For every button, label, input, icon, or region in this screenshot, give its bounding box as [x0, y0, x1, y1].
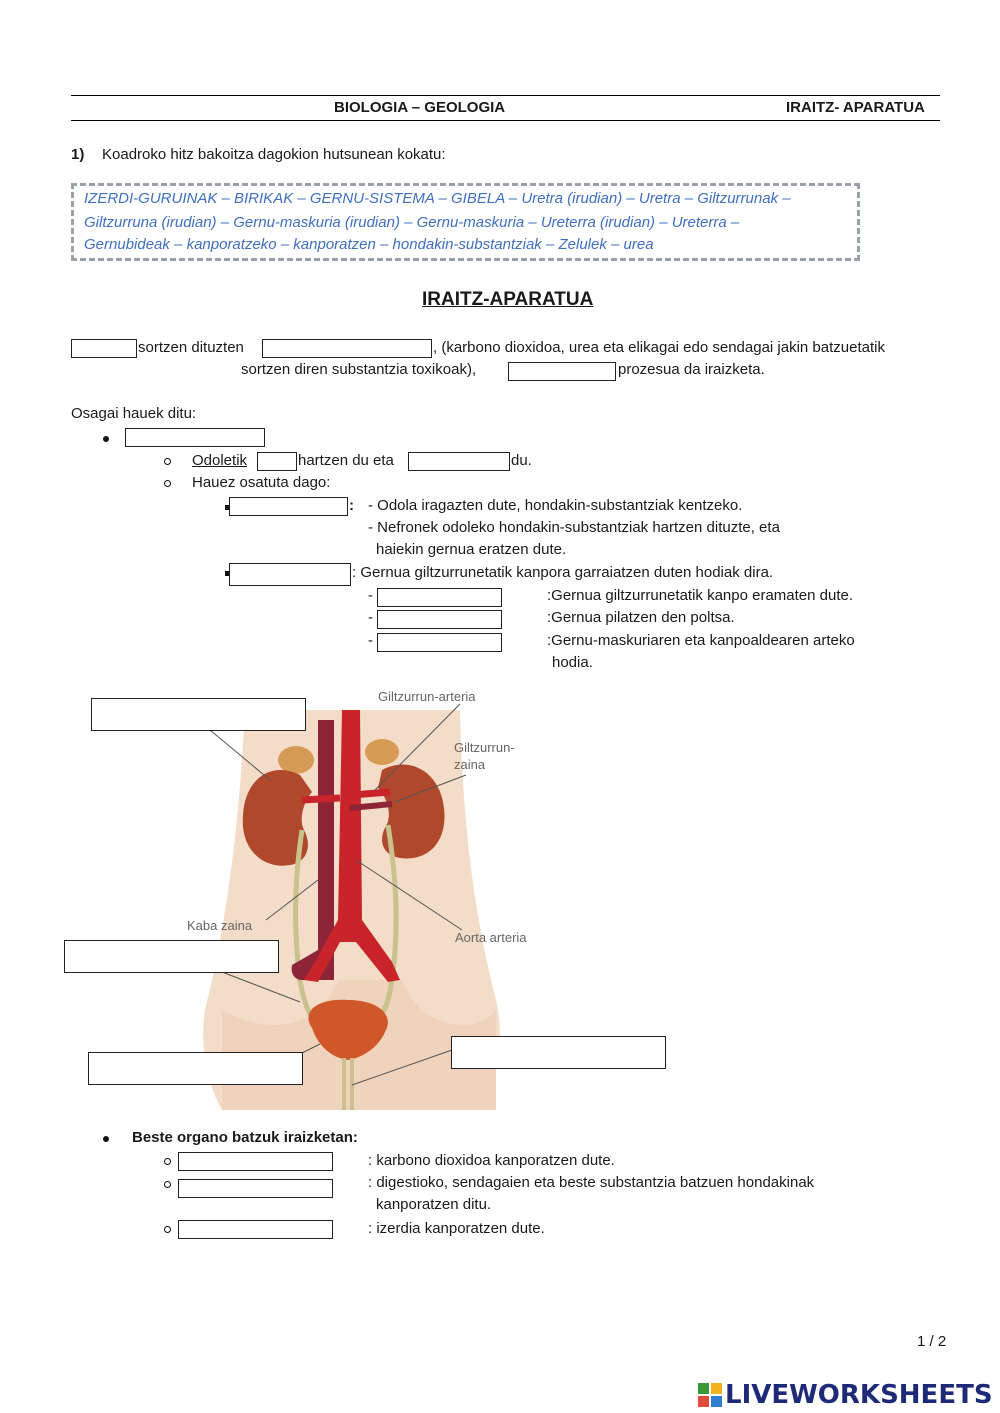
blank-ureter[interactable]: [377, 588, 502, 607]
other-item-1: : karbono dioxidoa kanporatzen dute.: [368, 1152, 615, 1169]
sub1-text-c: du.: [511, 452, 532, 469]
other-item-2-line-1: : digestioko, sendagaien eta beste substantzia batzuen hondakinak: [368, 1174, 815, 1191]
blank-urinary-ducts[interactable]: [229, 563, 351, 586]
other-item-3: : izerdia kanporatzen dute.: [368, 1220, 545, 1237]
figure-box-kidney[interactable]: [91, 698, 306, 731]
word-bank-line-1: IZERDI-GURUINAK – BIRIKAK – GERNU-SISTEMA – GIBELA – Uretra (irudian) – Uretra – Giltzurrunak –: [84, 190, 791, 207]
circle-bullet: [164, 1226, 171, 1233]
exercise-number: 1): [71, 146, 85, 163]
blank-kidneys[interactable]: [229, 497, 348, 516]
label-renal-vein-2: zaina: [454, 757, 486, 772]
figure-box-bladder[interactable]: [88, 1052, 303, 1085]
header-top-rule: [71, 95, 940, 96]
blank-intro-1[interactable]: [71, 339, 137, 358]
page-number: 1 / 2: [917, 1333, 947, 1350]
intro-text-1: sortzen dituzten: [138, 339, 244, 356]
renal-vessels-right: [352, 792, 390, 795]
liveworksheets-logo-icon: [698, 1383, 722, 1407]
ducts-desc: : Gernua giltzurrunetatik kanpora garraiatzen duten hodiak dira.: [352, 564, 774, 581]
blank-bladder[interactable]: [377, 610, 502, 629]
blank-urethra[interactable]: [377, 633, 502, 652]
other-item-2-line-2: kanporatzen ditu.: [376, 1196, 492, 1213]
duct1-desc: :Gernua giltzurrunetatik kanpo eramaten dute.: [547, 587, 854, 604]
circle-bullet: [164, 458, 171, 465]
liveworksheets-logo: [698, 1380, 993, 1410]
sub1-text-a: Odoletik: [192, 452, 248, 469]
components-heading: Osagai hauek ditu:: [71, 405, 197, 422]
word-bank-line-2: Giltzurruna (irudian) – Gernu-maskuria (irudian) – Gernu-maskuria – Ureterra (irudian) – Ureterra –: [84, 214, 740, 231]
kidney-colon: :: [349, 497, 354, 514]
sub2-text: Hauez osatuta dago:: [192, 474, 331, 491]
duct2-desc: :Gernua pilatzen den poltsa.: [547, 609, 735, 626]
renal-vessels-left: [302, 798, 340, 800]
circle-bullet: [164, 480, 171, 487]
blank-sub1-1[interactable]: [257, 452, 297, 471]
blank-system[interactable]: [125, 428, 265, 447]
other-organs-heading: Beste organo batzuk iraizketan:: [132, 1129, 358, 1146]
kidney-desc-1: - Odola iragazten dute, hondakin-substantziak kentzeko.: [368, 497, 743, 514]
adrenal-gland-left: [278, 746, 314, 774]
liveworksheets-wordmark: LIVEWORKSHEETS: [725, 1380, 993, 1410]
dash: -: [368, 609, 373, 626]
blank-intro-2[interactable]: [262, 339, 432, 358]
label-renal-artery: Giltzurrun-arteria: [378, 689, 476, 704]
header-subject: BIOLOGIA – GEOLOGIA: [334, 99, 506, 116]
intro-text-4: prozesua da iraizketa.: [618, 361, 765, 378]
dash: -: [368, 587, 373, 604]
blank-sub1-2[interactable]: [408, 452, 510, 471]
circle-bullet: [164, 1181, 171, 1188]
bullet: [103, 436, 109, 442]
figure-box-ureter[interactable]: [64, 940, 279, 973]
bullet: [103, 1136, 109, 1142]
label-aorta: Aorta arteria: [455, 930, 527, 945]
page-title: IRAITZ-APARATUA: [422, 289, 594, 310]
renal-vein-right: [350, 804, 392, 808]
header-bottom-rule: [71, 120, 940, 121]
word-bank-line-3: Gernubideak – kanporatzeko – kanporatzen – hondakin-substantziak – Zelulek – urea: [84, 236, 654, 253]
label-renal-vein-1: Giltzurrun-: [454, 740, 515, 755]
header-topic: IRAITZ- APARATUA: [786, 99, 925, 116]
blank-lungs[interactable]: [178, 1152, 333, 1171]
kidney-desc-2: - Nefronek odoleko hondakin-substantziak hartzen dituzte, eta: [368, 519, 780, 536]
duct3-desc-1: :Gernu-maskuriaren eta kanpoaldearen arteko: [547, 632, 855, 649]
adrenal-gland-right: [365, 739, 399, 765]
duct3-desc-2: hodia.: [552, 654, 593, 671]
exercise-instruction: Koadroko hitz bakoitza dagokion hutsunean kokatu:: [102, 146, 446, 163]
circle-bullet: [164, 1158, 171, 1165]
dash: -: [368, 632, 373, 649]
blank-sweat-glands[interactable]: [178, 1220, 333, 1239]
kidney-desc-3: haiekin gernua eratzen dute.: [376, 541, 567, 558]
sub1-text-b: hartzen du eta: [298, 452, 394, 469]
intro-text-3: sortzen diren substantzia toxikoak),: [241, 361, 477, 378]
intro-text-2: , (karbono dioxidoa, urea eta elikagai edo sendagai jakin batzuetatik: [433, 339, 885, 356]
blank-liver[interactable]: [178, 1179, 333, 1198]
figure-box-urethra[interactable]: [451, 1036, 666, 1069]
word-bank: [71, 183, 860, 261]
blank-intro-3[interactable]: [508, 362, 616, 381]
label-vena-cava: Kaba zaina: [187, 918, 253, 933]
